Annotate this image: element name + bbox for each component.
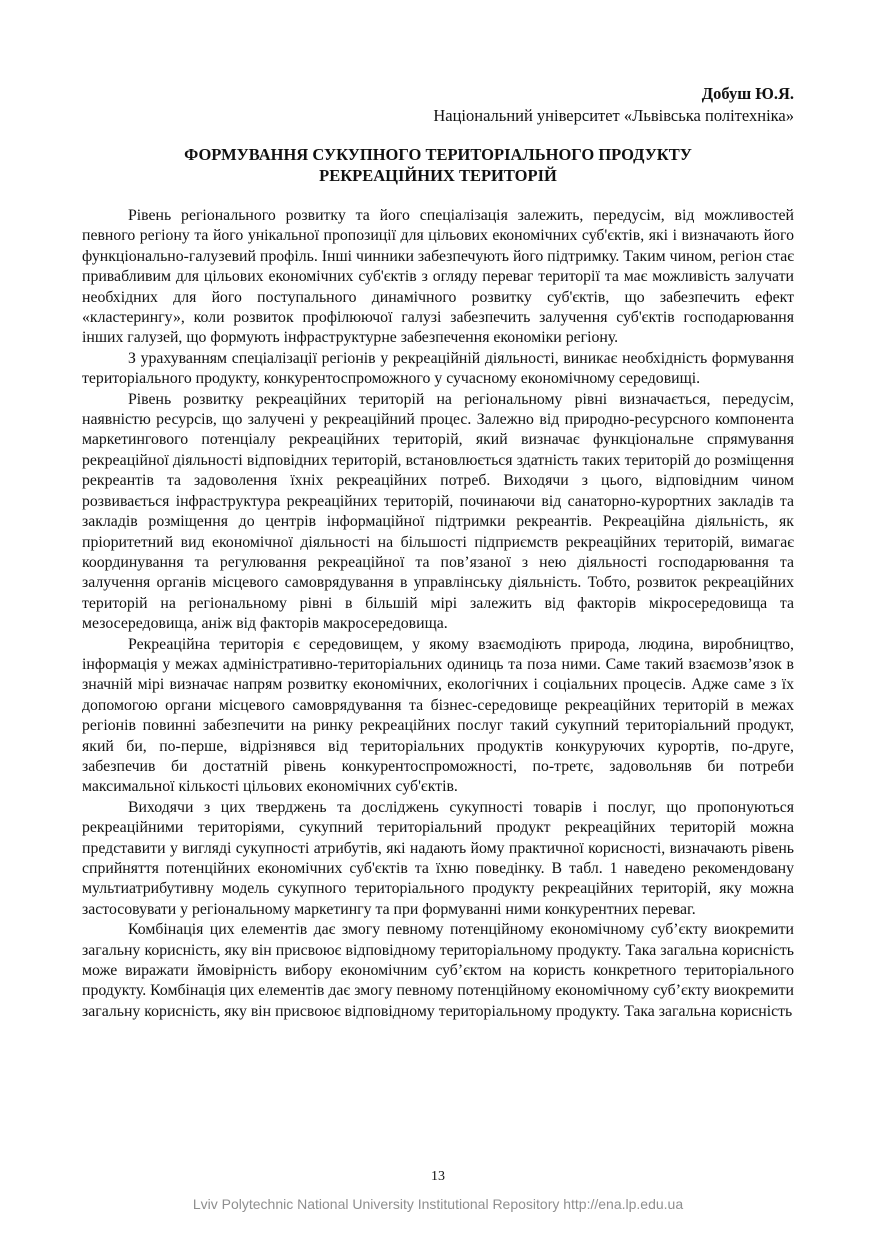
repository-footer: Lviv Polytechnic National University Institutional Repository http://ena.lp.edu.ua: [192, 1196, 684, 1212]
paragraph-4: Рекреаційна територія є середовищем, у якому взаємодіють природа, людина, виробництво, інформація у межах адміністративно-територіальних одиниць та поза ними. Саме такий взаємозв’язок в значній мірі визначає напрям розвитку економічних, екологічних і соціальних процесів. Адже саме з їх допомогою органи місцевого самоврядування та бізнес-середовище рекреаційних територій в межах регіонів повинні забезпечити на ринку рекреаційних послуг такий сукупний територіальний продукт, який би, по-перше, відрізнявся від територіальних продуктів конкуруючих курортів, по-друге, забезпечив би достатній рівень конкурентоспроможності, по-третє, задовольняв би потреби максимальної кількості цільових економічних суб'єктів.: [82, 635, 794, 796]
paragraph-5: Виходячи з цих тверджень та досліджень сукупності товарів і послуг, що пропонуються рекреаційними територіями, сукупний територіальний продукт рекреаційних територій можна представити у вигляді сукупності атрибутів, які надають йому практичної корисності, визначають рівень сприйняття потенційних економічних суб'єктів та їхню поведінку. В табл. 1 наведено рекомендовану мультиатрибутивну модель сукупного територіального продукту рекреаційних територій, яку можна застосовувати у регіональному маркетингу та при формуванні ними конкурентних переваг.: [82, 798, 794, 918]
title-line-2: РЕКРЕАЦІЙНИХ ТЕРИТОРІЙ: [319, 166, 557, 185]
author-affiliation: Національний університет «Львівська політехніка»: [433, 106, 794, 125]
title-line-1: ФОРМУВАННЯ СУКУПНОГО ТЕРИТОРІАЛЬНОГО ПРОДУКТУ: [184, 145, 692, 164]
paragraph-2: З урахуванням спеціалізації регіонів у рекреаційній діяльності, виникає необхідність формування територіального продукту, конкурентоспроможного у сучасному економічному середовищі.: [82, 349, 794, 388]
author-block: [433, 84, 794, 126]
page-number: 13: [431, 1169, 445, 1184]
paragraph-6: Комбінація цих елементів дає змогу певному потенційному економічному суб’єкту виокремити загальну корисність, яку він присвоює відповідному територіальному продукту. Така загальна корисність може виражати ймовірність вибору економічним суб’єктом на користь конкретного територіального продукту. Комбінація цих елементів дає змогу певному потенційному економічному суб’єкту виокремити загальну корисність, яку він присвоює відповідному територіальному продукту. Така загальна корисність: [82, 921, 794, 1020]
article-body: [82, 206, 794, 1022]
paragraph-3: Рівень розвитку рекреаційних територій на регіональному рівні визначається, передусім, наявністю ресурсів, що залучені у рекреаційний процес. Залежно від природно-ресурсного компонента маркетингового потенціалу рекреаційних територій, який визначає функціональне спрямування рекреаційної діяльності відповідних територій, встановлюється здатність таких територій до розміщення рекреантів та задоволення їхніх рекреаційних потреб. Виходячи з цього, відповідним чином розвивається інфраструктура рекреаційних територій, починаючи від санаторно-курортних закладів та закладів розміщення до центрів інформаційної підтримки рекреантів. Рекреаційна діяльність, як пріоритетний вид економічної діяльності на більшості підприємств рекреаційних територій, вимагає координування та регулювання рекреаційної та пов’язаної з нею діяльності господарювання та залучення органів місцевого самоврядування в управлінську діяльність. Тобто, розвиток рекреаційних територій на регіональному рівні в більшій мірі залежить від факторів мікросередовища та мезосередовища, аніж від факторів макросередовища.: [82, 390, 794, 633]
article-title: [82, 144, 794, 186]
paragraph-1: Рівень регіонального розвитку та його спеціалізація залежить, передусім, від можливостей певного регіону та його унікальної пропозиції для цільових економічних суб'єктів, які і визначають його функціонально-галузевий профіль. Інші чинники забезпечують його підтримку. Таким чином, регіон стає привабливим для цільових економічних суб'єктів з огляду переваг території та має можливість залучати необхідних для його поступального динамічного розвитку суб'єктів, що забезпечить ефект «кластерингу», коли розвиток профілюючої галузі забезпечить залучення суб'єктів господарювання інших галузей, що формують інфраструктурне забезпечення економіки регіону.: [82, 207, 794, 347]
author-name: Добуш Ю.Я.: [701, 84, 794, 103]
